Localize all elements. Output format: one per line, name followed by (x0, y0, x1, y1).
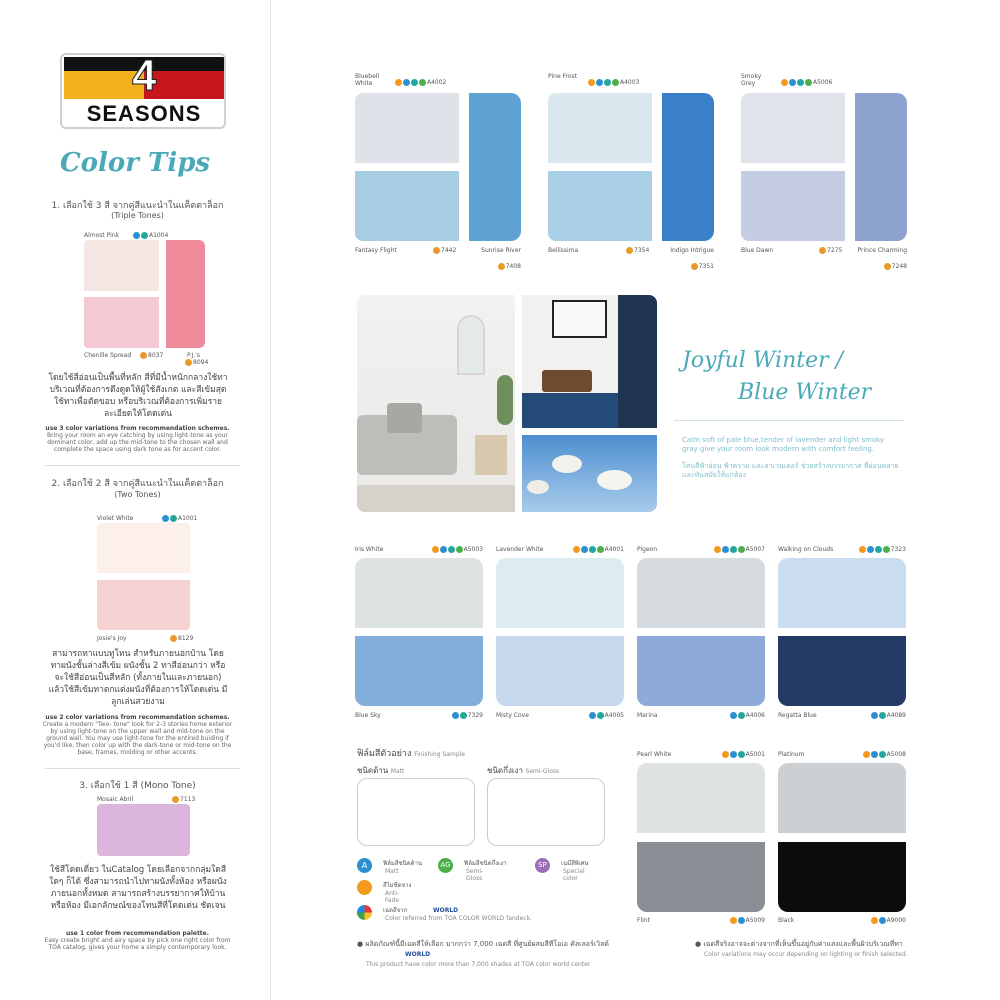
finish-dot-icon (738, 751, 745, 758)
finish-dot-icon (871, 712, 878, 719)
grid-bottom-code (685, 712, 765, 719)
palette-main-code-text: A5006 (813, 79, 833, 86)
finish-semi-en: Semi-Gloss (525, 768, 560, 775)
finish-dot-icon (789, 79, 796, 86)
theme-title-line1: Joyful Winter / (682, 348, 844, 373)
legend-af-th: สีไม่ซีดจาง (383, 882, 412, 889)
tip3-thai: ใช้สีโดดเดี่ยว ในCatalog โดยเลือกจากกลุ่มใดสีใดๆ ก็ได้ ซึ่งสามารถนำไปทาผนังทั้งห้อง หรือผนังภายนอกทั้งหมด สามารถสร้างบรรยากาศให้บ้านหรือห้อง มีเอกลักษณ์ของโทนสีที่โดดเด่น ชัดเจน (49, 865, 227, 911)
brand-logo-name: SEASONS (86, 101, 202, 126)
finish-matt-sample (357, 778, 475, 846)
tip1-en: Bring your room an eye catching by using light-tone as your dominant color, add up the mid-tone to the chosen wall and complete the space using dark tone as for accent color. (47, 432, 228, 453)
palette-light-code (819, 247, 842, 254)
bottom-top-label: Pearl White (637, 751, 672, 758)
color-tips-title: Color Tips (59, 148, 211, 178)
finish-dot-icon (432, 546, 439, 553)
palette-main-code-text: A4002 (427, 79, 447, 86)
grid-top-label: Lavender White (496, 546, 544, 553)
finish-dot-icon (730, 751, 737, 758)
palette-main-code (588, 79, 639, 86)
tip2-swatch-top-code: A1001 (162, 515, 197, 522)
special-badge: SP (535, 858, 550, 873)
finish-dot-icon (730, 917, 737, 924)
tip3-heading: 3. เลือกใช้ 1 สี (Mono Tone) (79, 781, 196, 791)
finish-dot-icon (805, 79, 812, 86)
grid-bottom-label: Regatta Blue (778, 712, 817, 719)
floor (357, 485, 515, 512)
finish-dot-icon (597, 712, 604, 719)
grid-top-code (826, 546, 906, 553)
theme-thai: โทนสีฟ้าอ่อน ฟ้าคราม และลาเวนเดอร์ ช่วยสร้างบรรยากาศ ที่ผ่อนคลาย และทันสมัยให้แก่ห้อง (682, 462, 899, 479)
tip2-swatch-light (97, 523, 190, 573)
grid-top-code-text: A5003 (463, 546, 483, 553)
grid-top-code (685, 546, 765, 553)
theme-divider (674, 420, 904, 421)
finish-dot-icon (730, 546, 737, 553)
semi-gloss-badge: AG (438, 858, 453, 873)
finish-dot-icon (863, 751, 870, 758)
finish-dot-icon (588, 79, 595, 86)
finish-dot-icon (597, 546, 604, 553)
finish-semi-sample (487, 778, 605, 846)
finish-dot-icon (612, 79, 619, 86)
finish-dot-icon (883, 546, 890, 553)
navy-shelf (618, 295, 657, 428)
tip2-en-title: use 2 color variations from recommendation schemes. (45, 714, 230, 721)
finish-dot-icon (448, 546, 455, 553)
cabinet-photo (522, 295, 657, 428)
finish-dot-icon (691, 263, 698, 270)
finish-dot-icon (738, 546, 745, 553)
grid-bottom-label: Marina (637, 712, 658, 719)
palette-main-label: Smoky Grey (741, 73, 762, 87)
finish-dot-icon (879, 751, 886, 758)
finish-dot-icon (440, 546, 447, 553)
finish-dot-icon (589, 712, 596, 719)
plant (497, 375, 513, 425)
tip2-swatch-mid (97, 580, 190, 630)
grid-top-code-text: A4001 (604, 546, 624, 553)
palette-light-label: Fantasy Flight (355, 247, 397, 254)
blossom-photo (522, 435, 657, 512)
legend-cw-en: Color referred from TOA COLOR WORLD fandeck. (385, 915, 532, 922)
side-table (475, 435, 507, 475)
tip1-swatch-side-label: P.J.'s (187, 352, 201, 359)
color-world-icon (357, 905, 372, 920)
navy-cabinet (522, 393, 618, 428)
tip2-heading: 2. เลือกใช้ 2 สี จากคู่สีแนะนำในแค็ตตาล็อก (51, 479, 224, 489)
tip3-en-title: use 1 color from recommendation palette. (65, 930, 210, 937)
living-room-photo (357, 295, 515, 512)
finish-dot-icon (452, 712, 459, 719)
palette-swatch-light (548, 93, 652, 163)
tip1-sub: (Triple Tones) (111, 211, 164, 220)
note-right-th-text: เฉดสีจริงอาจจะต่างจากที่เห็นขึ้นอยู่กับค่าแสงและพื้นผิวบริเวณที่ทา (703, 940, 903, 948)
legend-a-th: ฟิล์มสีชนิดด้าน (383, 860, 422, 867)
grid-swatch-top (355, 558, 483, 628)
tip1-swatch-mid (84, 297, 159, 348)
grid-swatch-bottom (496, 636, 624, 706)
palette-light-code-text: 7275 (827, 247, 843, 254)
tip2-thai: สามารถทาแบบทูโทน สำหรับภายนอกบ้าน โดยทาผนังชั้นล่างสีเข้ม ผนังชั้น 2 ทาสีอ่อนกว่า หรือจะใช้สีอ่อนเป็นสีหลัก (ทั้งภายในและภายนอก) แล้วใช้สีเข้มทาตกแต่งผนังที่ต้องการให้โดดเด่น มีลูกเล่นสวยงาม (48, 649, 228, 707)
finish-dot-icon (875, 546, 882, 553)
legend-sp-en: Special color (563, 868, 585, 882)
grid-top-code-text: A5007 (745, 546, 765, 553)
finish-dot-icon (884, 263, 891, 270)
bottom-top-code (685, 751, 765, 758)
palette-swatch-dark (855, 93, 907, 241)
tip1-swatch-top-code: A1004 (133, 232, 168, 239)
legend-ag-th: ฟิล์มสีชนิดกึ่งเงา (464, 860, 507, 867)
palette-side-code-text: 7408 (505, 263, 521, 270)
palette-swatch-mid (355, 171, 459, 241)
legend-cw-th: เฉดสีจาก (383, 907, 408, 914)
radio (542, 370, 592, 392)
palette-swatch-dark (469, 93, 521, 241)
finish-matt-title (357, 764, 404, 777)
arch-mirror (457, 315, 485, 375)
finish-heading-en: Finishing Sample (414, 751, 465, 758)
legend-af-en: Anti-Fade (385, 890, 400, 904)
finish-dot-icon (411, 79, 418, 86)
bottom-bottom-code (685, 917, 765, 924)
cushion (387, 403, 422, 433)
finish-dot-icon (596, 79, 603, 86)
bottom-top-code-text: A5008 (886, 751, 906, 758)
note-left-en: This product have color more than 7,000 shades at TOA color world center (366, 961, 591, 968)
grid-swatch-bottom (637, 636, 765, 706)
grid-swatch-top (637, 558, 765, 628)
tip1-en-title: use 3 color variations from recommendation schemes. (45, 425, 230, 432)
finish-dot-icon (871, 917, 878, 924)
tip-divider (45, 768, 240, 769)
finish-dot-icon (859, 546, 866, 553)
finish-dot-icon (626, 247, 633, 254)
palette-light-code (433, 247, 456, 254)
finish-dot-icon (738, 712, 745, 719)
finish-semi-title (487, 764, 559, 777)
palette-swatch-light (741, 93, 845, 163)
finish-dot-icon (498, 263, 505, 270)
theme-title-line2: Blue Winter (738, 380, 872, 405)
grid-swatch-bottom (778, 636, 906, 706)
tip1-thai: โดยใช้สีอ่อนเป็นพื้นที่หลัก สีที่มีน้ำหนักกลางใช้ทาบริเวณที่ต้องการดึงดูดให้ผู้ใช้สังเกต และสีเข้มสุดใช้ทาเพื่อตัดขอบ หรือบริเวณที่ต้องการเพิ่มรายละเอียดให้โดดเด่น (48, 373, 228, 419)
palette-swatch-dark (662, 93, 714, 241)
grid-bottom-code-text: A4089 (886, 712, 906, 719)
grid-top-label: Iris White (355, 546, 384, 553)
bottom-bottom-code (826, 917, 906, 924)
note-right-en: Color variations may occur depending on lighting or finish selected. (704, 951, 908, 958)
grid-swatch-top (778, 558, 906, 628)
tip1-swatch-dark (166, 240, 205, 348)
palette-side-code (660, 263, 714, 270)
finish-semi-th: ชนิดกึ่งเงา (487, 766, 523, 775)
bottom-swatch-top (637, 763, 765, 833)
finish-dot-icon (589, 546, 596, 553)
palette-light-label: Blue Dawn (741, 247, 774, 254)
tip3-swatch-label: Mosaic Abril (97, 796, 134, 803)
grid-bottom-code-text: A4005 (604, 712, 624, 719)
finish-dot-icon (871, 751, 878, 758)
palette-side-code-text: 7351 (698, 263, 714, 270)
grid-bottom-code-text: 7329 (467, 712, 483, 719)
legend-cw-brand: WORLD (433, 907, 459, 914)
grid-bottom-code-text: A4006 (745, 712, 765, 719)
finish-dot-icon (395, 79, 402, 86)
matt-badge: A (357, 858, 372, 873)
finish-dot-icon (460, 712, 467, 719)
tip1-swatch-top-label: Almost Pink (84, 232, 120, 239)
finish-dot-icon (879, 917, 886, 924)
grid-bottom-code (403, 712, 483, 719)
tip3-swatch-code: 7113 (172, 796, 195, 803)
note-left-brand: WORLD (405, 951, 431, 958)
legend-sp-th: เนมีสีพิเศษ (561, 860, 589, 867)
brand-logo-number: 4 (132, 53, 157, 100)
note-right-th: ● เฉดสีจริงอาจจะต่างจากที่เห็นขึ้นอยู่กับค่าแสงและพื้นผิวบริเวณที่ทา (695, 940, 903, 948)
bottom-bottom-label: Flint (637, 917, 650, 924)
palette-swatch-mid (548, 171, 652, 241)
bottom-swatch-top (778, 763, 906, 833)
palette-main-code (395, 79, 446, 86)
palette-main-code-text: A4003 (620, 79, 640, 86)
grid-bottom-code (826, 712, 906, 719)
finish-dot-icon (797, 79, 804, 86)
palette-side-code (853, 263, 907, 270)
finish-dot-icon (738, 917, 745, 924)
tip2-swatch-top-label: Violet White (97, 515, 134, 522)
finish-dot-icon (419, 79, 426, 86)
grid-bottom-code (544, 712, 624, 719)
bottom-swatch-bottom (778, 842, 906, 912)
finish-dot-icon (722, 751, 729, 758)
blossom (597, 470, 632, 490)
tip-divider (45, 465, 240, 466)
tip3-swatch (97, 804, 190, 856)
finish-dot-icon (433, 247, 440, 254)
grid-swatch-top (496, 558, 624, 628)
palette-side-label: Indigo Intrigue (670, 247, 714, 254)
finish-matt-th: ชนิดด้าน (357, 766, 389, 775)
finish-dot-icon (879, 712, 886, 719)
blossom (527, 480, 549, 494)
palette-main-label: Pine Frost (548, 73, 578, 80)
palette-side-code (467, 263, 521, 270)
palette-swatch-light (355, 93, 459, 163)
tip1-swatch-light (84, 240, 159, 291)
palette-side-label: Prince Charming (857, 247, 907, 254)
theme-en: Calm soft of pale blue,tender of lavender and light smoky gray give your room look modern with comfort feeling. (682, 436, 885, 453)
bottom-bottom-code-text: A9000 (886, 917, 906, 924)
palette-light-label: Bellissima (548, 247, 579, 254)
grid-top-code (544, 546, 624, 553)
finish-matt-en: Matt (390, 768, 405, 775)
grid-top-code-text: 7323 (890, 546, 906, 553)
tip2-swatch-bottom-label: Josie's Joy (97, 635, 127, 642)
finish-dot-icon (722, 546, 729, 553)
wall-art (552, 300, 607, 338)
brand-logo (60, 53, 226, 129)
grid-top-code (403, 546, 483, 553)
palette-side-code-text: 7248 (891, 263, 907, 270)
blossom (552, 455, 582, 473)
bottom-swatch-bottom (637, 842, 765, 912)
finish-dot-icon (581, 546, 588, 553)
legend-a-en: Matt (385, 868, 399, 875)
palette-light-code (626, 247, 649, 254)
bottom-top-label: Platinum (778, 751, 805, 758)
tip1-swatch-bottom-code: 8037 (140, 352, 163, 359)
finish-dot-icon (403, 79, 410, 86)
finish-dot-icon (730, 712, 737, 719)
finish-dot-icon (867, 546, 874, 553)
finish-heading (357, 746, 465, 760)
finish-dot-icon (456, 546, 463, 553)
bottom-top-code (826, 751, 906, 758)
tip1-swatch-side-code: 8094 (185, 359, 208, 366)
tip1-heading: 1. เลือกใช้ 3 สี จากคู่สีแนะนำในแค็ตตาล็อก (51, 201, 224, 211)
finish-dot-icon (604, 79, 611, 86)
bottom-bottom-code-text: A5009 (745, 917, 765, 924)
palette-side-label: Sunrise River (481, 247, 521, 254)
tip1-swatch-bottom-label: Chenille Spread (84, 352, 132, 359)
grid-top-label: Walking on Clouds (778, 546, 834, 553)
anti-fade-icon (357, 880, 372, 895)
bottom-top-code-text: A5001 (745, 751, 765, 758)
palette-main-label: Bluebell White (355, 73, 380, 87)
tip2-en: Create a modern "Two- tone" look for 2-3 stories home exterior by using light-tone on the upper wall and mid-tone on the ground wall. You may use light-tone for the entired buiding if you'd like, then color up with the dark-tone or mid-tone on the base, frames, molding or other accents. (42, 721, 233, 756)
finish-dot-icon (781, 79, 788, 86)
finish-heading-th: ฟิล์มสีตัวอย่าง (357, 749, 412, 759)
grid-top-label: Pigeon (637, 546, 658, 553)
grid-bottom-label: Blue Sky (355, 712, 381, 719)
grid-bottom-label: Misty Cove (496, 712, 529, 719)
legend-ag-en: Semi-Gloss (466, 868, 484, 882)
palette-light-code-text: 7354 (634, 247, 650, 254)
note-left-th-text: ผลิตภัณฑ์นี้มีเฉดสีให้เลือก มากกว่า 7,000 เฉดสี ที่ศูนย์ผสมสีทีโอเอ คัลเลอร์เวิลด์ (365, 940, 609, 948)
note-left-th: ● ผลิตภัณฑ์นี้มีเฉดสีให้เลือก มากกว่า 7,000 เฉดสี ที่ศูนย์ผสมสีทีโอเอ คัลเลอร์เวิลด์ (357, 940, 609, 948)
tip2-swatch-bottom-code: 8129 (170, 635, 193, 642)
palette-main-code (781, 79, 832, 86)
tip2-sub: (Two Tones) (114, 490, 161, 499)
bottom-bottom-label: Black (778, 917, 795, 924)
tip3-en: Easy create bright and airy space by pick one right color from TOA catalog, gives your home a simply contemporary look. (44, 937, 231, 951)
palette-swatch-mid (741, 171, 845, 241)
grid-swatch-bottom (355, 636, 483, 706)
finish-dot-icon (819, 247, 826, 254)
palette-light-code-text: 7442 (441, 247, 457, 254)
finish-dot-icon (714, 546, 721, 553)
finish-dot-icon (573, 546, 580, 553)
